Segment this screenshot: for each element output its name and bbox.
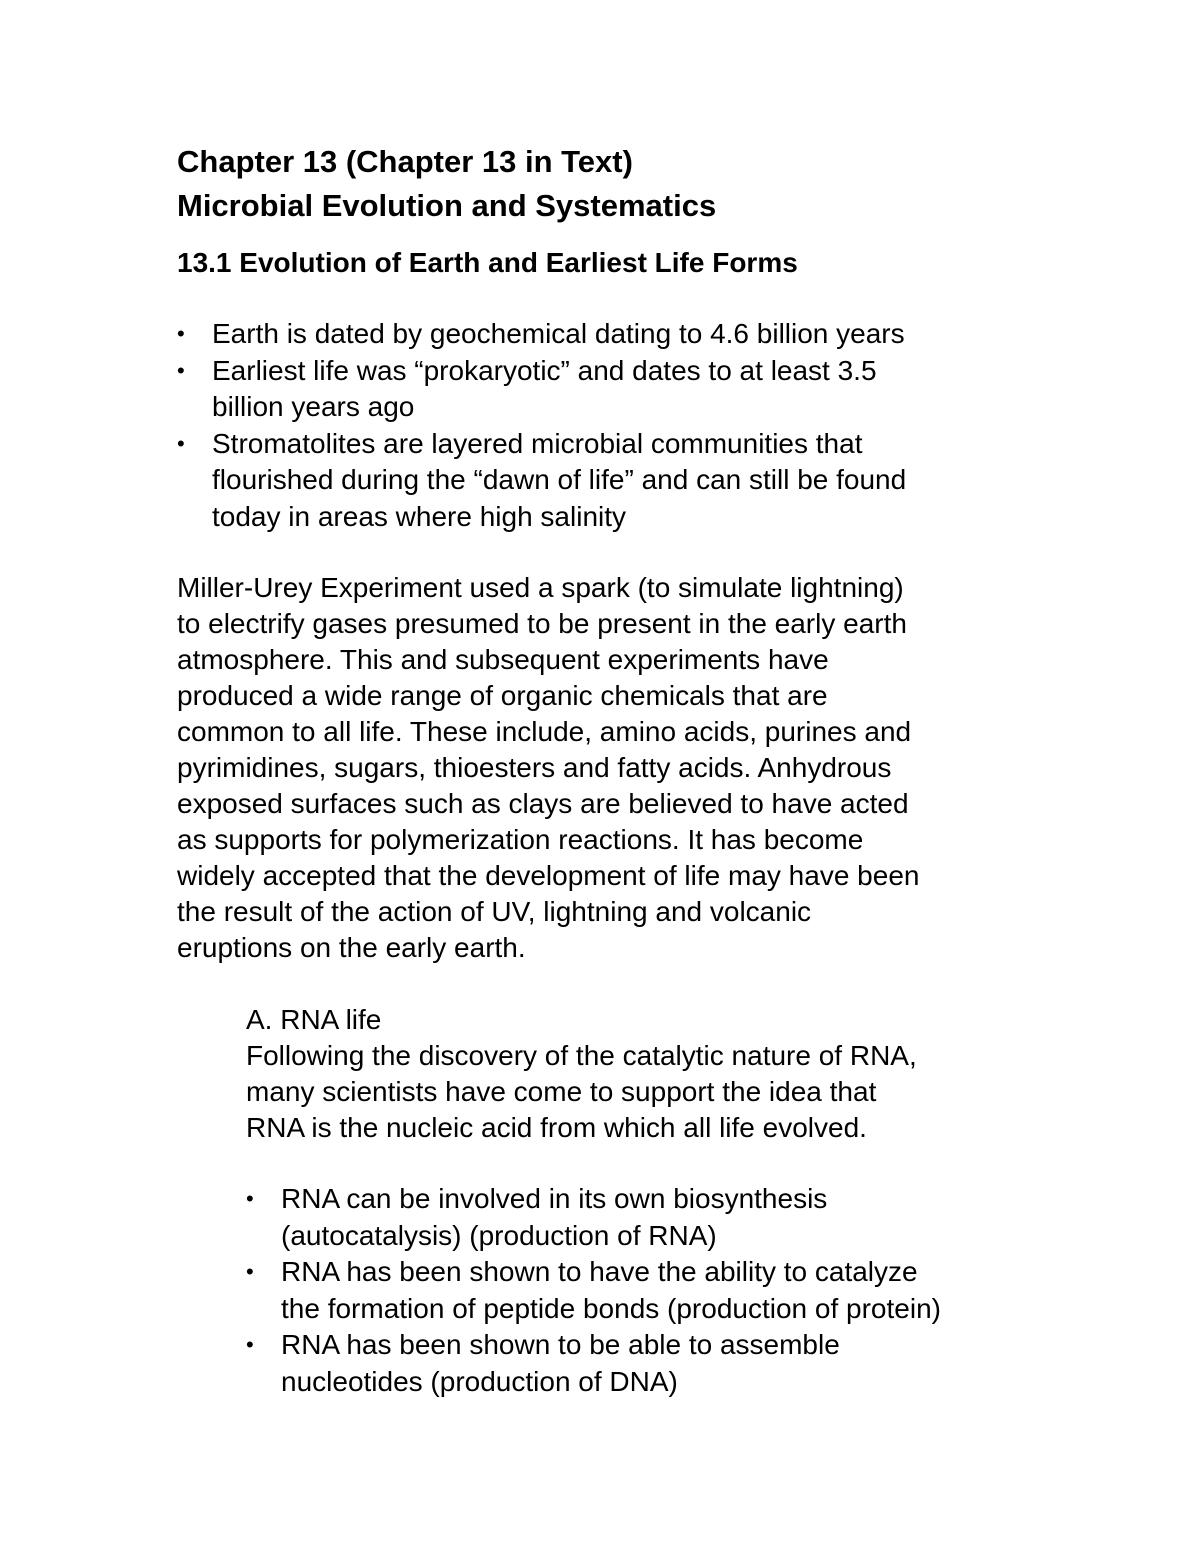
paragraph-line: the result of the action of UV, lightning and volcanic: [177, 896, 812, 927]
list-item-text: nucleotides (production of DNA): [281, 1365, 678, 1397]
chapter-title-line-2: Microbial Evolution and Systematics: [177, 188, 717, 223]
miller-urey-paragraph: [177, 570, 919, 966]
chapter-title-line-1: Chapter 13 (Chapter 13 in Text): [177, 144, 633, 179]
paragraph-line: widely accepted that the development of life may have been: [177, 860, 920, 891]
list-item-text: billion years ago: [212, 391, 415, 422]
list-item-text: flourished during the “dawn of life” and can still be found: [212, 464, 907, 495]
bullet-icon: •: [177, 430, 185, 456]
paragraph-line: eruptions on the early earth.: [177, 932, 526, 963]
rna-life-heading: A. RNA life: [246, 1004, 382, 1035]
bullet-icon: •: [177, 357, 185, 383]
list-item: [177, 316, 1017, 353]
paragraph-line: as supports for polymerization reactions. It has become: [177, 824, 864, 855]
bullet-icon: •: [177, 321, 185, 346]
paragraph-line: Miller-Urey Experiment used a spark (to simulate lightning): [177, 572, 904, 603]
list-item-text: Earliest life was “prokaryotic” and dates to at least 3.5: [212, 354, 877, 386]
paragraph-line: RNA is the nucleic acid from which all life evolved.: [246, 1112, 867, 1143]
list-item-text: Earth is dated by geochemical dating to 4.6 billion years: [212, 318, 905, 349]
list-item: [177, 353, 1017, 426]
chapter-title: [177, 140, 716, 228]
list-item-text: RNA can be involved in its own biosynthesis: [281, 1183, 828, 1214]
list-item-text: (autocatalysis) (production of RNA): [281, 1219, 717, 1251]
paragraph-line: to electrify gases presumed to be present in the early earth: [177, 608, 907, 639]
list-item: [246, 1254, 1046, 1327]
bullet-list-earth: [177, 316, 1017, 535]
list-item-text: the formation of peptide bonds (production of protein): [281, 1292, 941, 1324]
list-item: [246, 1181, 1046, 1254]
paragraph-line: Following the discovery of the catalytic nature of RNA,: [246, 1040, 917, 1071]
bullet-list-rna: [246, 1181, 1046, 1400]
paragraph-line: pyrimidines, sugars, thioesters and fatty acids. Anhydrous: [177, 752, 892, 783]
list-item-text: RNA has been shown to have the ability to catalyze: [281, 1256, 918, 1287]
list-item: [177, 426, 1017, 536]
list-item: [246, 1327, 1046, 1400]
paragraph-line: atmosphere. This and subsequent experiments have: [177, 644, 829, 675]
paragraph-line: many scientists have come to support the idea that: [246, 1076, 877, 1107]
bullet-icon: •: [246, 1259, 254, 1284]
paragraph-line: exposed surfaces such as clays are believed to have acted: [177, 788, 909, 819]
paragraph-line: produced a wide range of organic chemicals that are: [177, 680, 828, 711]
section-heading: 13.1 Evolution of Earth and Earliest Life Forms: [177, 247, 798, 278]
list-item-text: Stromatolites are layered microbial communities that: [212, 427, 863, 459]
rna-life-paragraph: [246, 1038, 917, 1146]
bullet-icon: •: [246, 1186, 254, 1211]
bullet-icon: •: [246, 1332, 254, 1357]
list-item-text: today in areas where high salinity: [212, 500, 627, 532]
list-item-text: RNA has been shown to be able to assemble: [281, 1329, 840, 1360]
paragraph-line: common to all life. These include, amino acids, purines and: [177, 716, 912, 747]
